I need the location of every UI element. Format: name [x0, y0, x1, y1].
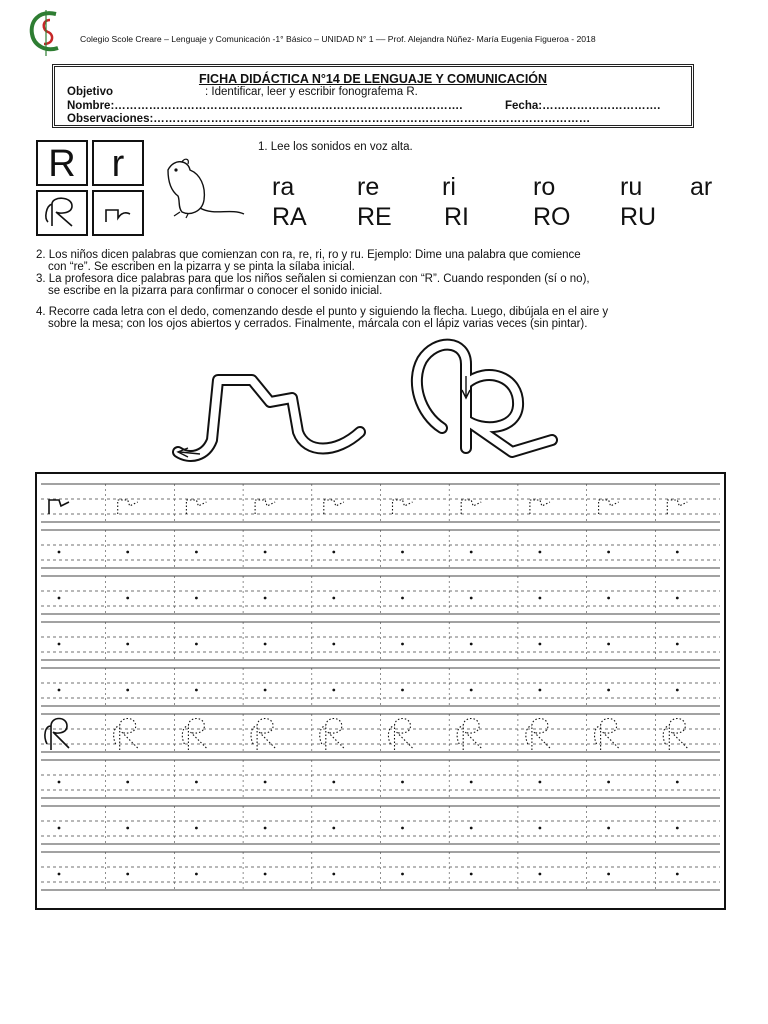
cursive-r-upper-icon	[38, 192, 86, 234]
start-dot	[539, 597, 542, 600]
tracing-letter-r	[393, 500, 413, 514]
start-dot	[539, 643, 542, 646]
start-dot	[332, 597, 335, 600]
start-dot	[539, 689, 542, 692]
start-dot	[607, 873, 610, 876]
syllable-lower: ro	[533, 173, 556, 201]
instruction-3-line1: 3. La profesora dice palabras para que los niños señalen si comienzan con “R”. Cuando responden (sí o no),	[36, 273, 590, 285]
tracing-letter-r	[182, 719, 206, 751]
syllable-upper: RI	[444, 203, 469, 231]
tracing-letter-r	[526, 719, 550, 751]
start-dot	[332, 827, 335, 830]
start-dot	[332, 781, 335, 784]
start-dot	[539, 551, 542, 554]
start-dot	[470, 827, 473, 830]
start-dot	[126, 643, 129, 646]
tracing-letter-r	[255, 500, 275, 514]
start-dot	[58, 873, 61, 876]
tracing-letter-r	[45, 719, 69, 751]
start-dot	[195, 551, 198, 554]
instruction-2-line1: 2. Los niños dicen palabras que comienzan con ra, re, ri, ro y ru. Ejemplo: Dime una palabra que comience	[36, 249, 581, 261]
instruction-4-line1: 4. Recorre cada letra con el dedo, comenzando desde el punto y siguiendo la flecha. Luego, dibújala en el aire y	[36, 306, 609, 318]
start-dot	[126, 551, 129, 554]
tracing-letter-r	[186, 500, 206, 514]
start-dot	[676, 643, 679, 646]
start-dot	[607, 643, 610, 646]
start-dot	[195, 781, 198, 784]
start-dot	[676, 689, 679, 692]
start-dot	[401, 551, 404, 554]
start-dot	[58, 597, 61, 600]
start-dot	[401, 689, 404, 692]
start-dot	[58, 781, 61, 784]
syllable-lower: ri	[442, 173, 456, 201]
start-dot	[195, 643, 198, 646]
start-dot	[470, 551, 473, 554]
syllable-upper: RE	[357, 203, 392, 231]
start-dot	[264, 873, 267, 876]
tracing-letter-r	[461, 500, 481, 514]
tracing-letter-r	[595, 719, 619, 751]
start-dot	[607, 551, 610, 554]
tracing-letter-r	[114, 719, 138, 751]
start-dot	[126, 827, 129, 830]
observaciones-field[interactable]: Observaciones:……………………………………………………………………………………………………	[67, 113, 591, 125]
instruction-1: 1. Lee los sonidos en voz alta.	[258, 141, 413, 153]
start-dot	[401, 643, 404, 646]
start-dot	[607, 781, 610, 784]
tracing-letter-r	[251, 719, 275, 751]
tracing-letter-r	[667, 500, 687, 514]
start-dot	[470, 781, 473, 784]
syllable-upper: RO	[533, 203, 571, 231]
start-dot	[264, 689, 267, 692]
start-dot	[58, 689, 61, 692]
start-dot	[470, 643, 473, 646]
syllable-lower: ra	[272, 173, 295, 201]
start-dot	[676, 597, 679, 600]
syllable-upper: RA	[272, 203, 307, 231]
tracing-letter-r	[388, 719, 412, 751]
start-dot	[195, 597, 198, 600]
handwriting-practice-grid[interactable]	[35, 472, 726, 910]
rat-illustration	[160, 156, 246, 224]
objetivo-label: Objetivo	[67, 86, 114, 98]
nombre-field[interactable]: Nombre:……………………………………………………………………………….	[67, 100, 463, 112]
ficha-box	[52, 64, 694, 128]
start-dot	[264, 781, 267, 784]
start-dot	[470, 597, 473, 600]
start-dot	[195, 827, 198, 830]
cursive-upper-box	[36, 190, 88, 236]
start-dot	[401, 873, 404, 876]
start-dot	[607, 827, 610, 830]
start-dot	[539, 873, 542, 876]
instruction-3-line2: se escribe en la pizarra para confirmar o conocer el sonido inicial.	[48, 285, 383, 297]
start-dot	[264, 551, 267, 554]
tracing-letter-r	[320, 719, 344, 751]
start-dot	[332, 643, 335, 646]
start-dot	[126, 873, 129, 876]
tracing-letter-r	[663, 719, 687, 751]
syllable-lower: ar	[690, 173, 713, 201]
start-dot	[332, 873, 335, 876]
start-dot	[539, 827, 542, 830]
letter-lower-box: r	[92, 140, 144, 186]
tracing-letter-r	[457, 719, 481, 751]
start-dot	[401, 827, 404, 830]
start-dot	[470, 873, 473, 876]
start-dot	[607, 597, 610, 600]
start-dot	[401, 597, 404, 600]
cursive-lower-box	[92, 190, 144, 236]
syllable-lower: re	[357, 173, 380, 201]
tracing-letter-r	[324, 500, 344, 514]
start-dot	[470, 689, 473, 692]
tracing-letter-r	[49, 500, 69, 514]
ficha-title: FICHA DIDÁCTICA N°14 DE LENGUAJE Y COMUNICACIÓN	[198, 72, 548, 86]
school-logo	[28, 8, 64, 58]
start-dot	[607, 689, 610, 692]
start-dot	[676, 551, 679, 554]
start-dot	[126, 781, 129, 784]
syllable-lower: ru	[620, 173, 643, 201]
start-dot	[126, 597, 129, 600]
grid-lines	[37, 474, 724, 908]
start-dot	[58, 551, 61, 554]
start-dot	[539, 781, 542, 784]
tracing-letter-r	[118, 500, 138, 514]
letter-upper-box: R	[36, 140, 88, 186]
objetivo-value: : Identificar, leer y escribir fonografema R.	[205, 86, 418, 98]
start-dot	[676, 873, 679, 876]
syllable-upper: RU	[620, 203, 657, 231]
start-dot	[264, 643, 267, 646]
start-dot	[58, 827, 61, 830]
cursive-r-lower-icon	[94, 192, 142, 234]
start-dot	[332, 551, 335, 554]
start-dot	[58, 643, 61, 646]
start-dot	[676, 827, 679, 830]
instruction-2-line2: con “re”. Se escriben en la pizarra y se pinta la sílaba inicial.	[48, 261, 355, 273]
start-dot	[401, 781, 404, 784]
start-dot	[126, 689, 129, 692]
school-header: Colegio Scole Creare – Lenguaje y Comunicación -1° Básico – UNIDAD N° 1 –– Prof. Alejandra Núñez- María Eugenia Figueroa - 2018	[80, 34, 596, 44]
start-dot	[195, 873, 198, 876]
start-dot	[264, 827, 267, 830]
fecha-field[interactable]: Fecha:………………………….	[505, 100, 661, 112]
start-dot	[332, 689, 335, 692]
tracing-letter-r	[530, 500, 550, 514]
tracing-letters[interactable]	[166, 336, 558, 466]
start-dot	[264, 597, 267, 600]
tracing-letter-r	[599, 500, 619, 514]
start-dot	[676, 781, 679, 784]
instruction-4-line2: sobre la mesa; con los ojos abiertos y cerrados. Finalmente, márcala con el lápiz varias veces (sin pintar).	[48, 318, 588, 330]
start-dot	[195, 689, 198, 692]
